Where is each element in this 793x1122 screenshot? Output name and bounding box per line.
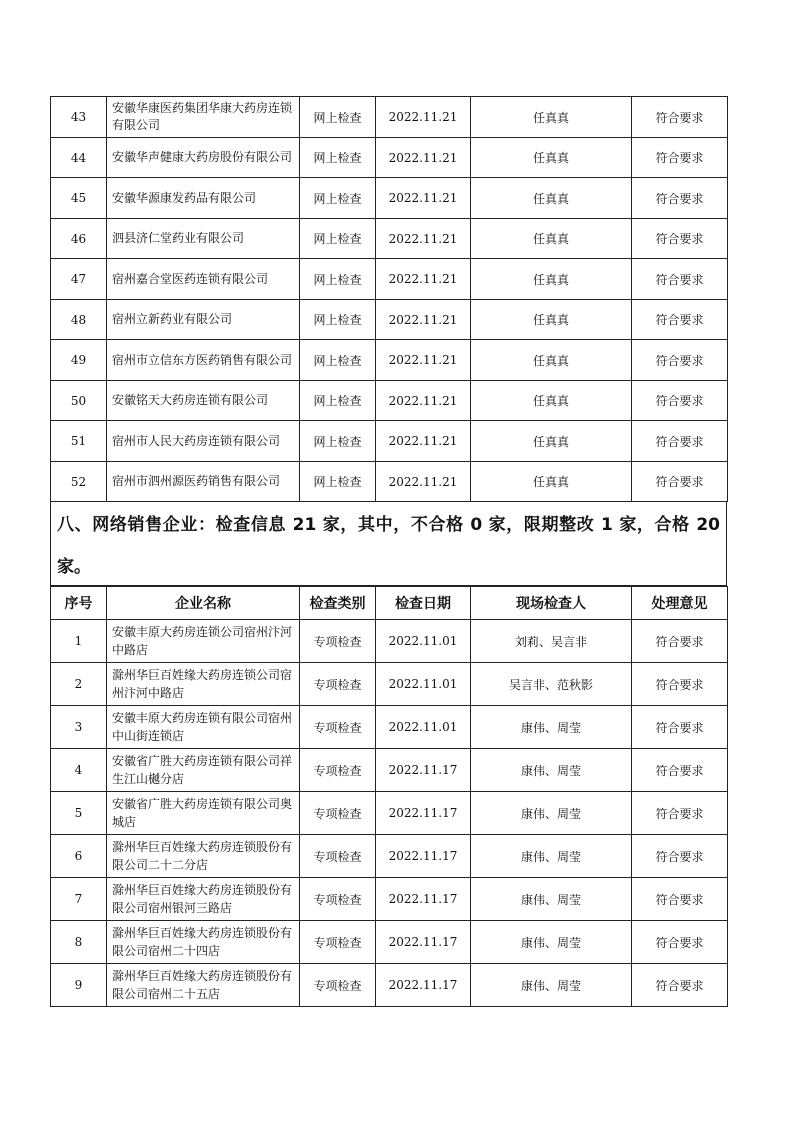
table-row [51, 219, 728, 259]
cell-check-date: 2022.11.21 [376, 381, 471, 421]
cell-check-type: 网上检查 [300, 97, 376, 138]
cell-check-date: 2022.11.01 [376, 706, 471, 749]
table-row [51, 138, 728, 178]
cell-result: 符合要求 [632, 663, 728, 706]
cell-check-type: 专项检查 [300, 964, 376, 1007]
cell-check-date: 2022.11.17 [376, 749, 471, 792]
cell-check-date: 2022.11.01 [376, 663, 471, 706]
table-row [51, 340, 728, 381]
cell-check-type: 网上检查 [300, 421, 376, 462]
cell-check-type: 专项检查 [300, 620, 376, 663]
cell-check-date: 2022.11.21 [376, 462, 471, 502]
cell-inspector: 任真真 [471, 259, 632, 300]
table-row [51, 381, 728, 421]
cell-result: 符合要求 [632, 340, 728, 381]
cell-no: 51 [51, 421, 107, 462]
cell-check-date: 2022.11.21 [376, 421, 471, 462]
cell-no: 7 [51, 878, 107, 921]
cell-result: 符合要求 [632, 921, 728, 964]
cell-check-date: 2022.11.17 [376, 835, 471, 878]
cell-inspector: 康伟、周莹 [471, 749, 632, 792]
cell-result: 符合要求 [632, 381, 728, 421]
cell-inspector: 任真真 [471, 340, 632, 381]
cell-company-name: 安徽丰原大药房连锁有限公司宿州中山街连锁店 [107, 706, 300, 749]
cell-company-name: 宿州嘉合堂医药连锁有限公司 [107, 259, 300, 300]
table-header-row [51, 587, 728, 620]
cell-company-name: 安徽华源康发药品有限公司 [107, 178, 300, 219]
cell-check-type: 网上检查 [300, 300, 376, 340]
cell-inspector: 任真真 [471, 300, 632, 340]
cell-check-type: 网上检查 [300, 219, 376, 259]
cell-inspector: 刘莉、吴言非 [471, 620, 632, 663]
cell-result: 符合要求 [632, 706, 728, 749]
cell-inspector: 任真真 [471, 178, 632, 219]
cell-no: 6 [51, 835, 107, 878]
table-row [51, 921, 728, 964]
cell-check-type: 网上检查 [300, 178, 376, 219]
cell-no: 52 [51, 462, 107, 502]
table-row [51, 706, 728, 749]
cell-check-date: 2022.11.17 [376, 878, 471, 921]
cell-inspector: 任真真 [471, 138, 632, 178]
cell-check-date: 2022.11.21 [376, 259, 471, 300]
cell-inspector: 任真真 [471, 97, 632, 138]
header-result: 处理意见 [632, 587, 728, 620]
cell-inspector: 任真真 [471, 219, 632, 259]
cell-no: 5 [51, 792, 107, 835]
header-no: 序号 [51, 587, 107, 620]
cell-company-name: 宿州市泗州源医药销售有限公司 [107, 462, 300, 502]
cell-result: 符合要求 [632, 620, 728, 663]
cell-inspector: 任真真 [471, 421, 632, 462]
cell-check-type: 专项检查 [300, 921, 376, 964]
cell-result: 符合要求 [632, 300, 728, 340]
cell-check-type: 专项检查 [300, 749, 376, 792]
pharmacy-inspection-table-continued [50, 96, 728, 502]
cell-check-type: 专项检查 [300, 878, 376, 921]
cell-result: 符合要求 [632, 178, 728, 219]
cell-result: 符合要求 [632, 462, 728, 502]
cell-check-date: 2022.11.21 [376, 300, 471, 340]
cell-result: 符合要求 [632, 421, 728, 462]
cell-result: 符合要求 [632, 835, 728, 878]
cell-inspector: 康伟、周莹 [471, 835, 632, 878]
cell-company-name: 安徽铭天大药房连锁有限公司 [107, 381, 300, 421]
table-row [51, 663, 728, 706]
table-row [51, 964, 728, 1007]
header-company-name: 企业名称 [107, 587, 300, 620]
cell-check-date: 2022.11.21 [376, 219, 471, 259]
section-heading-online-sales: 八、网络销售企业：检查信息 21 家，其中，不合格 0 家，限期整改 1 家，合格 20 家。 [50, 502, 727, 586]
cell-inspector: 康伟、周莹 [471, 964, 632, 1007]
cell-inspector: 康伟、周莹 [471, 878, 632, 921]
cell-inspector: 任真真 [471, 462, 632, 502]
cell-inspector: 吴言非、范秋影 [471, 663, 632, 706]
cell-company-name: 宿州市人民大药房连锁有限公司 [107, 421, 300, 462]
cell-company-name: 滁州华巨百姓缘大药房连锁股份有限公司宿州二十五店 [107, 964, 300, 1007]
cell-company-name: 滁州华巨百姓缘大药房连锁股份有限公司宿州二十四店 [107, 921, 300, 964]
cell-result: 符合要求 [632, 749, 728, 792]
cell-no: 9 [51, 964, 107, 1007]
cell-check-date: 2022.11.21 [376, 178, 471, 219]
cell-check-date: 2022.11.17 [376, 792, 471, 835]
cell-check-type: 网上检查 [300, 138, 376, 178]
table-row [51, 300, 728, 340]
table-row [51, 178, 728, 219]
cell-no: 44 [51, 138, 107, 178]
cell-check-date: 2022.11.17 [376, 964, 471, 1007]
table-row [51, 259, 728, 300]
cell-check-type: 专项检查 [300, 706, 376, 749]
cell-check-type: 专项检查 [300, 663, 376, 706]
table-row [51, 620, 728, 663]
cell-no: 46 [51, 219, 107, 259]
cell-check-type: 专项检查 [300, 835, 376, 878]
cell-no: 47 [51, 259, 107, 300]
cell-company-name: 安徽华声健康大药房股份有限公司 [107, 138, 300, 178]
cell-result: 符合要求 [632, 964, 728, 1007]
cell-no: 2 [51, 663, 107, 706]
table-row [51, 462, 728, 502]
cell-result: 符合要求 [632, 259, 728, 300]
cell-result: 符合要求 [632, 219, 728, 259]
cell-no: 50 [51, 381, 107, 421]
cell-company-name: 滁州华巨百姓缘大药房连锁股份有限公司宿州银河三路店 [107, 878, 300, 921]
cell-result: 符合要求 [632, 97, 728, 138]
cell-no: 48 [51, 300, 107, 340]
cell-check-type: 网上检查 [300, 381, 376, 421]
cell-check-date: 2022.11.21 [376, 340, 471, 381]
cell-inspector: 康伟、周莹 [471, 921, 632, 964]
cell-company-name: 宿州立新药业有限公司 [107, 300, 300, 340]
table-row [51, 749, 728, 792]
cell-check-date: 2022.11.17 [376, 921, 471, 964]
cell-result: 符合要求 [632, 138, 728, 178]
cell-company-name: 安徽省广胜大药房连锁有限公司奥城店 [107, 792, 300, 835]
cell-inspector: 任真真 [471, 381, 632, 421]
cell-no: 43 [51, 97, 107, 138]
cell-check-type: 专项检查 [300, 792, 376, 835]
cell-no: 45 [51, 178, 107, 219]
cell-company-name: 安徽华康医药集团华康大药房连锁有限公司 [107, 97, 300, 138]
cell-result: 符合要求 [632, 878, 728, 921]
cell-check-date: 2022.11.21 [376, 138, 471, 178]
document-page [50, 96, 727, 1007]
header-check-type: 检查类别 [300, 587, 376, 620]
cell-no: 1 [51, 620, 107, 663]
cell-no: 49 [51, 340, 107, 381]
header-check-date: 检查日期 [376, 587, 471, 620]
cell-check-type: 网上检查 [300, 340, 376, 381]
cell-result: 符合要求 [632, 792, 728, 835]
cell-company-name: 安徽省广胜大药房连锁有限公司祥生江山樾分店 [107, 749, 300, 792]
table-row [51, 792, 728, 835]
cell-check-date: 2022.11.21 [376, 97, 471, 138]
table-row [51, 835, 728, 878]
cell-no: 3 [51, 706, 107, 749]
cell-inspector: 康伟、周莹 [471, 792, 632, 835]
table-row [51, 878, 728, 921]
cell-inspector: 康伟、周莹 [471, 706, 632, 749]
table-row [51, 97, 728, 138]
cell-company-name: 宿州市立信东方医药销售有限公司 [107, 340, 300, 381]
cell-no: 4 [51, 749, 107, 792]
table-row [51, 421, 728, 462]
cell-check-type: 网上检查 [300, 462, 376, 502]
cell-company-name: 安徽丰原大药房连锁公司宿州汴河中路店 [107, 620, 300, 663]
cell-check-date: 2022.11.01 [376, 620, 471, 663]
cell-company-name: 滁州华巨百姓缘大药房连锁公司宿州汴河中路店 [107, 663, 300, 706]
cell-check-type: 网上检查 [300, 259, 376, 300]
cell-company-name: 泗县济仁堂药业有限公司 [107, 219, 300, 259]
header-inspector: 现场检查人 [471, 587, 632, 620]
online-sales-inspection-table [50, 586, 728, 1007]
cell-no: 8 [51, 921, 107, 964]
cell-company-name: 滁州华巨百姓缘大药房连锁股份有限公司二十二分店 [107, 835, 300, 878]
